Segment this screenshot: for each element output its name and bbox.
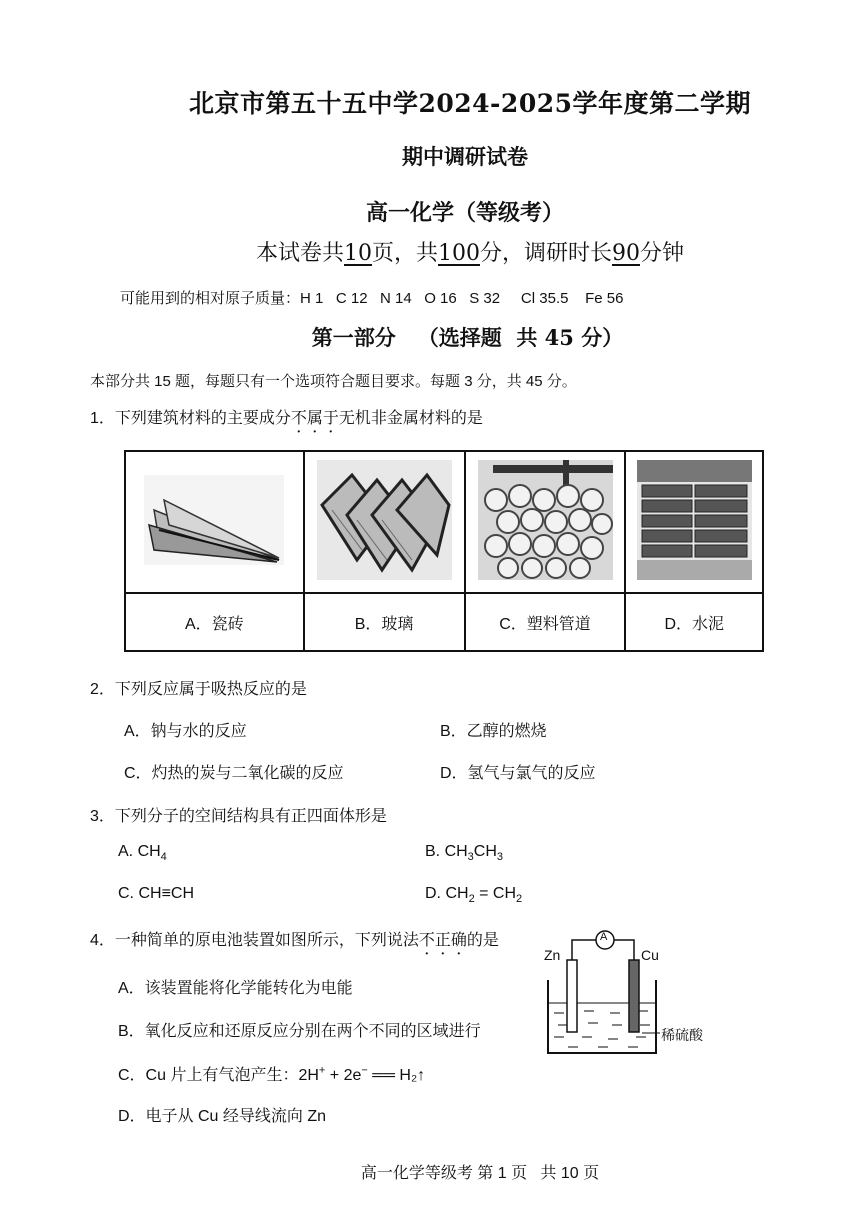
option-2a: A．钠与水的反应 bbox=[124, 723, 247, 740]
option-1b: B．玻璃 bbox=[304, 593, 465, 651]
glass-image bbox=[304, 451, 465, 593]
question-2-stem: 2．下列反应属于吸热反应的是 bbox=[90, 681, 307, 698]
cement-image bbox=[625, 451, 763, 593]
cu-label: Cu bbox=[641, 947, 659, 963]
ammeter-label: A bbox=[600, 931, 608, 943]
zn-label: Zn bbox=[544, 947, 561, 963]
subject-title: 高一化学（等级考） bbox=[365, 200, 564, 226]
atomic-mass-line: 可能用到的相对原子质量：H 1 C 12 N 14 O 16 S 32 Cl 35.5 Fe 56 bbox=[120, 290, 624, 307]
option-4d: D．电子从 Cu 经导线流向 Zn bbox=[118, 1108, 327, 1125]
tile-image bbox=[125, 451, 304, 593]
solution-label: 稀硫酸 bbox=[661, 1027, 703, 1043]
school-title: 北京市第五十五中学2024-2025学年度第二学期 bbox=[188, 89, 752, 118]
option-3c: C. CH≡CH bbox=[118, 885, 195, 902]
plastic-pipe-image bbox=[465, 451, 626, 593]
part-note: 本部分共 15 题，每题只有一个选项符合题目要求。每题 3 分，共 45 分。 bbox=[90, 373, 577, 390]
option-1c: C．塑料管道 bbox=[465, 593, 626, 651]
question-1-table bbox=[124, 450, 764, 652]
question-3-stem: 3．下列分子的空间结构具有正四面体形是 bbox=[90, 808, 387, 825]
option-2c: C．灼热的炭与二氧化碳的反应 bbox=[124, 765, 344, 782]
option-4c: C．Cu 片上有气泡产生：2H+ + 2e− ══ H₂↑ bbox=[118, 1064, 426, 1084]
option-4a: A．该装置能将化学能转化为电能 bbox=[118, 980, 353, 997]
exam-name: 期中调研试卷 bbox=[402, 144, 528, 169]
exam-info: 本试卷共10页，共100分，调研时长90分钟 bbox=[255, 241, 685, 266]
option-1a: A．瓷砖 bbox=[125, 593, 304, 651]
option-4b: B．氧化反应和还原反应分别在两个不同的区域进行 bbox=[118, 1023, 481, 1040]
option-3d: D. $CH_2 = CH_2$ bbox=[425, 885, 523, 906]
option-1d: D．水泥 bbox=[625, 593, 763, 651]
part-heading: 第一部分 （选择题 共 45 分） bbox=[311, 325, 624, 350]
question-1-stem: 1．下列建筑材料的主要成分不属于无机非金属材料的是 bbox=[90, 410, 483, 427]
galvanic-cell-diagram bbox=[538, 925, 718, 1065]
option-2b: B．乙醇的燃烧 bbox=[440, 723, 547, 740]
option-3b: B. $CH_3CH_3$ bbox=[425, 843, 504, 864]
option-2d: D．氢气与氯气的反应 bbox=[440, 765, 596, 782]
question-4-stem: 4．一种简单的原电池装置如图所示，下列说法不正确的是 bbox=[90, 932, 499, 949]
page-footer: 高一化学等级考 第 1 页 共 10 页 bbox=[360, 1165, 600, 1182]
option-3a: A. $CH_4$ bbox=[118, 843, 167, 864]
